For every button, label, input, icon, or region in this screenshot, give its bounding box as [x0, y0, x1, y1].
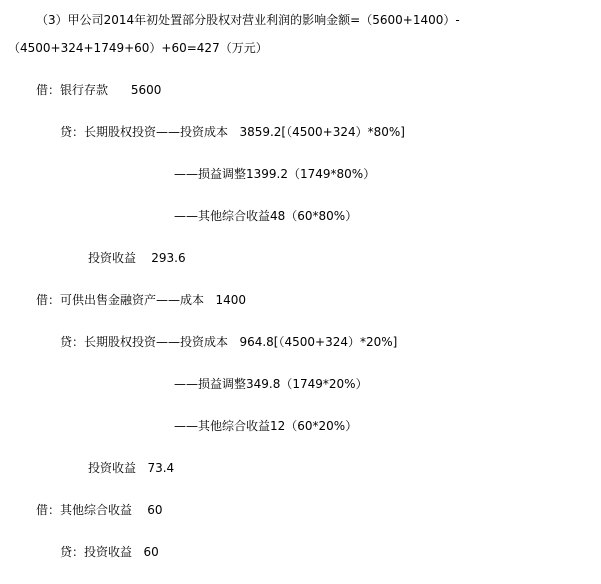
text-line-7: 投资收益 293.6 [88, 251, 186, 265]
text-line-13: 借：其他综合收益 60 [36, 503, 163, 517]
text-line-2: （4500+324+1749+60）+60=427（万元） [8, 41, 268, 55]
text-line-3: 借：银行存款 5600 [36, 83, 162, 97]
text-line-4: 贷：长期股权投资——投资成本 3859.2[（4500+324）*80%] [60, 125, 405, 139]
text-line-10: ——损益调整349.8（1749*20%） [174, 377, 368, 391]
text-line-5: ——损益调整1399.2（1749*80%） [174, 167, 376, 181]
text-line-1: （3）甲公司2014年初处置部分股权对营业利润的影响金额=（5600+1400）- [36, 13, 460, 27]
text-line-14: 贷：投资收益 60 [60, 545, 159, 559]
text-line-8: 借：可供出售金融资产——成本 1400 [36, 293, 246, 307]
text-line-6: ——其他综合收益48（60*80%） [174, 209, 358, 223]
text-line-11: ——其他综合收益12（60*20%） [174, 419, 358, 433]
text-line-12: 投资收益 73.4 [88, 461, 175, 475]
text-line-9: 贷：长期股权投资——投资成本 964.8[（4500+324）*20%] [60, 335, 398, 349]
